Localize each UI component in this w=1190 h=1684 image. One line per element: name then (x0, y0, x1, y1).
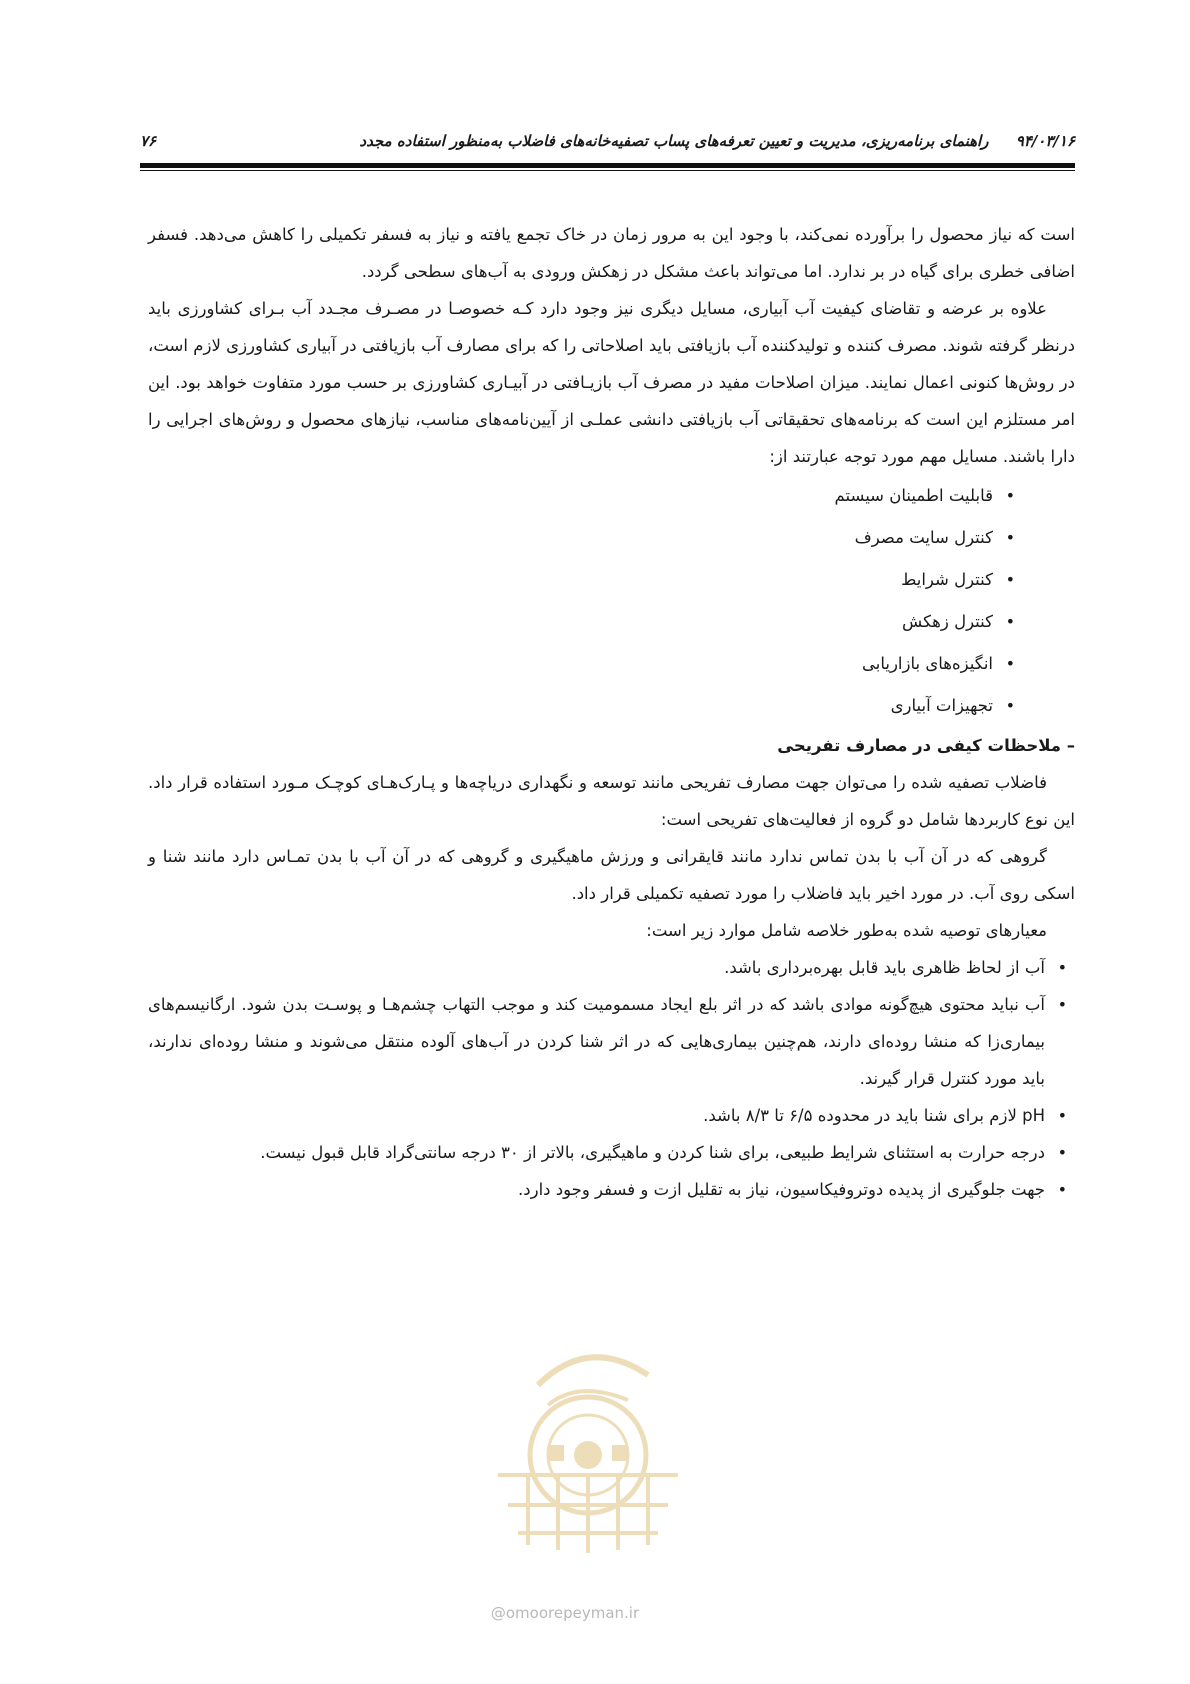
issues-list (148, 475, 1075, 727)
seal-center-emblem (574, 1441, 602, 1469)
watermark-url: @omoorepeyman.ir (490, 1604, 640, 1622)
list-item: • جهت جلوگیری از پدیده دوتروفیکاسیون، نیاز به تقلیل ازت و فسفر وجود دارد. (148, 1171, 1075, 1208)
list-item: • درجه حرارت به استثنای شرایط طبیعی، برای شنا کردن و ماهیگیری، بالاتر از ۳۰ درجه سانتی‌گراد قابل قبول نیست. (148, 1134, 1075, 1171)
paragraph-irrigation-issues: علاوه بر عرضه و تقاضای کیفیت آب آبیاری، مسایل دیگری نیز وجود دارد کـه خصوصـا در مصـرف مجـدد آب بـرای کشاورزی باید درنظر گرفته شوند. مصرف کننده و تولیدکننده آب بازیافتی باید اصلاحاتی را که برای مصارف آب بازیافتی در آبیاری کشاورزی لازم است، در روش‌ها کنونی اعمال نمایند. میزان اصلاحات مفید در مصرف آب بازیـافتی در آبیـاری کشاورزی بر حسب مورد متفاوت خواهد بود. این امر مستلزم این است که برنامه‌های تحقیقاتی آب بازیافتی دانشی عملـی از آیین‌نامه‌های مناسب، نیازهای محصول و روش‌های اجرایی را دارا باشند. مسایل مهم مورد توجه عبارتند از: (148, 299, 1075, 466)
header-rule-thin (140, 170, 1075, 171)
list-item: • کنترل زهکش (148, 601, 1075, 643)
header-title: راهنمای برنامه‌ریزی، مدیریت و تعیین تعرفه‌های پساب تصفیه‌خانه‌های فاضلاب به‌منظور استفاده مجدد (359, 132, 989, 150)
list-item: • کنترل سایت مصرف (148, 517, 1075, 559)
list-item: • آب نباید محتوی هیچ‌گونه موادی باشد که در اثر بلع ایجاد مسمومیت کند و موجب التهاب چشم‌هـا و پوسـت بدن شود. ارگانیسم‌های بیماری‌زا که منشا روده‌ای دارند، هم‌چنین بیماری‌هایی که در اثر شنا کردن در آب‌های آلوده منتقل می‌شوند و منشا روده‌ای ندارند، باید مورد کنترل قرار گیرند. (148, 986, 1075, 1097)
page-body (148, 216, 1075, 1208)
criteria-list (148, 949, 1075, 1208)
list-item: • انگیزه‌های بازاریابی (148, 643, 1075, 685)
paragraph-criteria-intro: معیارهای توصیه شده به‌طور خلاصه شامل موارد زیر است: (646, 921, 1047, 940)
section-heading: – ملاحظات کیفی در مصارف تفریحی (777, 736, 1075, 755)
list-item: • کنترل شرایط (148, 559, 1075, 601)
watermark-seal (478, 1325, 698, 1555)
seal-gear-icon (612, 1445, 628, 1461)
running-header (140, 118, 1075, 168)
paragraph-contact-groups: گروهی که در آن آب با بدن تماس ندارد مانند قایقرانی و ورزش ماهیگیری و گروهی که در آن آب با بدن تمـاس دارد مانند شنا و اسکی روی آب. در مورد اخیر باید فاضلاب را مورد تصفیه تکمیلی قرار داد. (148, 847, 1075, 903)
header-date: ۹۴/۰۳/۱۶ (1015, 132, 1075, 150)
seal-script-stroke (538, 1357, 648, 1385)
seal-grid-vertical (528, 1475, 648, 1553)
paragraph-phosphorus: است که نیاز محصول را برآورده نمی‌کند، با وجود این به مرور زمان در خاک تجمع یافته و نیاز به فسفر تکمیلی را کاهش می‌دهد. فسفر اضافی خطری برای گیاه در بر ندارد. اما می‌تواند باعث مشکل در زهکش ورودی به آب‌های سطحی گردد. (148, 225, 1075, 281)
list-item: • قابلیت اطمینان سیستم (148, 475, 1075, 517)
seal-scale-icon (548, 1445, 564, 1461)
paragraph-recreational-use: فاضلاب تصفیه شده را می‌توان جهت مصارف تفریحی مانند توسعه و نگهداری دریاچه‌ها و پـارک‌هـای کوچـک مـورد استفاده قرار داد. این نوع کاربردها شامل دو گروه از فعالیت‌های تفریحی است: (148, 773, 1075, 829)
page-number: ۷۶ (140, 132, 157, 150)
list-item: • آب از لحاظ ظاهری باید قابل بهره‌برداری باشد. (148, 949, 1075, 986)
header-title-line (359, 132, 1075, 150)
list-item: • تجهیزات آبیاری (148, 685, 1075, 727)
list-item: • pH لازم برای شنا باید در محدوده ۶/۵ تا ۸/۳ باشد. (148, 1097, 1075, 1134)
header-rule-thick (140, 163, 1075, 168)
